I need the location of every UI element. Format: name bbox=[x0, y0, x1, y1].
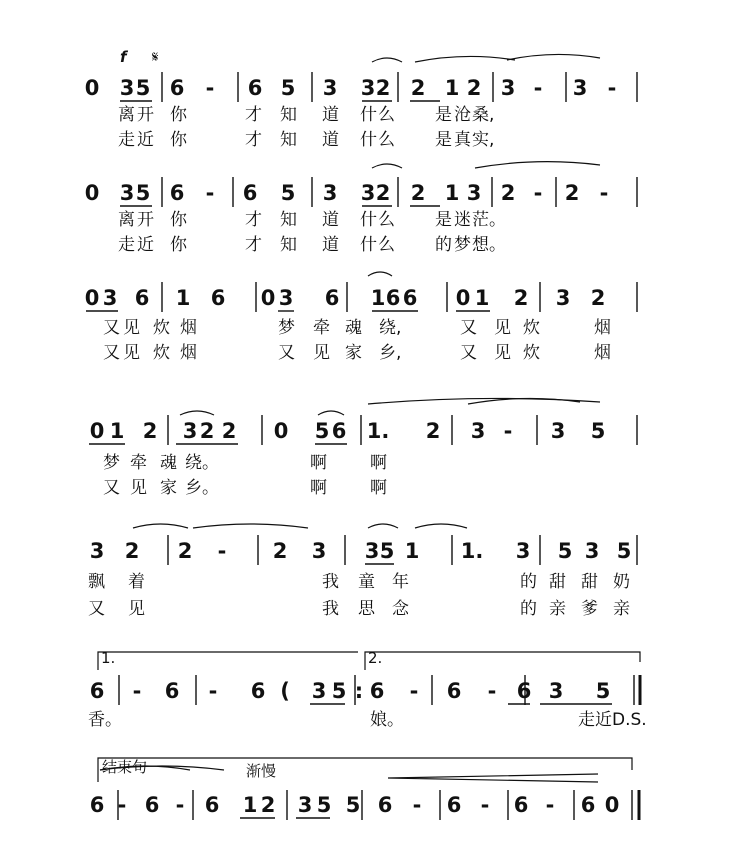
lyric-3-1-4: 啊 bbox=[310, 478, 327, 498]
lyric-5-0-0: 香。 bbox=[88, 710, 122, 730]
lyric-0-1-7: 么 bbox=[378, 130, 395, 150]
note-5-3: - bbox=[208, 679, 218, 703]
lyric-4-1-3: 思 bbox=[358, 599, 375, 619]
note-2-9: 6 bbox=[385, 286, 401, 310]
note-3-11: 3 bbox=[470, 419, 486, 443]
note-1-1: 3 bbox=[119, 181, 135, 205]
note-6-15: - bbox=[545, 793, 555, 817]
slur-4 bbox=[475, 162, 600, 168]
lyric-4-0-3: 童 bbox=[358, 572, 375, 592]
note-2-6: 3 bbox=[278, 286, 294, 310]
note-6-14: 6 bbox=[513, 793, 529, 817]
slur-3 bbox=[372, 164, 402, 168]
note-2-13: 2 bbox=[513, 286, 529, 310]
lyric-1-0-3: 才 bbox=[245, 210, 262, 230]
segno-symbol: 𝄋 bbox=[152, 48, 159, 66]
tempo-marking: 渐慢 bbox=[246, 762, 277, 780]
lyric-1-1-8: 的 bbox=[435, 235, 452, 255]
volta-1-label: 1. bbox=[101, 649, 116, 667]
lyric-1-0-0: 离 bbox=[118, 210, 135, 230]
lyric-2-0-0: 又 bbox=[103, 318, 120, 338]
lyric-0-1-8: 是 bbox=[435, 130, 452, 150]
note-6-6: 2 bbox=[260, 793, 276, 817]
slur-5 bbox=[368, 272, 392, 276]
lyric-3-0-5: 啊 bbox=[370, 453, 387, 473]
note-2-7: 6 bbox=[324, 286, 340, 310]
lyric-4-1-2: 我 bbox=[322, 599, 339, 619]
lyric-0-0-2: 你 bbox=[170, 105, 187, 125]
note-0-5: 6 bbox=[247, 76, 263, 100]
lyric-2-1-0: 又 bbox=[103, 343, 120, 363]
lyric-1-0-10: 茫。 bbox=[472, 210, 506, 230]
lyric-2-1-3: 烟 bbox=[180, 343, 197, 363]
lyric-0-0-10: 桑, bbox=[472, 105, 495, 125]
note-1-4: - bbox=[205, 181, 215, 205]
note-6-11: - bbox=[412, 793, 422, 817]
note-0-13: 3 bbox=[500, 76, 516, 100]
dynamic-forte-mark: f bbox=[120, 48, 127, 66]
note-2-11: 0 bbox=[455, 286, 471, 310]
note-0-16: - bbox=[607, 76, 617, 100]
note-5-0: 6 bbox=[89, 679, 105, 703]
note-5-6: 3 bbox=[311, 679, 327, 703]
note-0-0: 0 bbox=[84, 76, 100, 100]
lyric-1-0-6: 什 bbox=[360, 210, 377, 230]
note-3-7: 5 bbox=[314, 419, 330, 443]
note-3-8: 6 bbox=[331, 419, 347, 443]
slur-11 bbox=[193, 524, 308, 528]
note-6-4: 6 bbox=[204, 793, 220, 817]
lyric-2-1-6: 家 bbox=[345, 343, 362, 363]
lyric-2-0-5: 牵 bbox=[313, 318, 330, 338]
lyric-1-0-7: 么 bbox=[378, 210, 395, 230]
note-3-5: 2 bbox=[221, 419, 237, 443]
lyric-4-1-7: 爹 bbox=[581, 599, 598, 619]
lyric-4-1-5: 的 bbox=[520, 599, 537, 619]
lyric-1-1-10: 想。 bbox=[472, 235, 506, 255]
lyric-4-1-6: 亲 bbox=[549, 599, 566, 619]
note-6-17: 0 bbox=[604, 793, 620, 817]
note-4-9: 1. bbox=[460, 539, 484, 563]
slur-13 bbox=[415, 524, 467, 528]
lyric-4-1-0: 又 bbox=[88, 599, 105, 619]
volta-2-bracket bbox=[365, 652, 640, 670]
note-3-10: 2 bbox=[425, 419, 441, 443]
note-5-1: - bbox=[132, 679, 142, 703]
lyric-3-1-0: 又 bbox=[103, 478, 120, 498]
lyric-0-0-5: 道 bbox=[322, 105, 339, 125]
lyric-4-0-1: 着 bbox=[128, 572, 145, 592]
note-5-13: 6 bbox=[516, 679, 532, 703]
lyric-2-0-7: 绕, bbox=[379, 318, 402, 338]
note-0-1: 3 bbox=[119, 76, 135, 100]
lyric-2-1-10: 炊 bbox=[523, 343, 540, 363]
note-3-14: 5 bbox=[590, 419, 606, 443]
note-4-0: 3 bbox=[89, 539, 105, 563]
lyric-3-1-1: 见 bbox=[130, 478, 147, 498]
note-0-10: 2 bbox=[410, 76, 426, 100]
note-1-8: 3 bbox=[360, 181, 376, 205]
lyric-2-1-1: 见 bbox=[123, 343, 140, 363]
note-3-9: 1. bbox=[366, 419, 390, 443]
note-3-6: 0 bbox=[273, 419, 289, 443]
slur-10 bbox=[133, 524, 188, 528]
note-6-2: 6 bbox=[144, 793, 160, 817]
note-3-0: 0 bbox=[89, 419, 105, 443]
note-5-8: : bbox=[354, 679, 364, 703]
lyric-1-0-4: 知 bbox=[280, 210, 297, 230]
note-4-3: - bbox=[217, 539, 227, 563]
note-1-9: 2 bbox=[375, 181, 391, 205]
lyric-0-0-9: 沧 bbox=[454, 105, 471, 125]
note-1-14: - bbox=[533, 181, 543, 205]
note-5-10: - bbox=[409, 679, 419, 703]
lyric-2-1-2: 炊 bbox=[153, 343, 170, 363]
note-6-7: 3 bbox=[297, 793, 313, 817]
lyric-1-0-5: 道 bbox=[322, 210, 339, 230]
note-1-0: 0 bbox=[84, 181, 100, 205]
lyric-3-0-1: 牵 bbox=[130, 453, 147, 473]
note-0-9: 2 bbox=[375, 76, 391, 100]
lyric-3-1-5: 啊 bbox=[370, 478, 387, 498]
lyric-1-0-1: 开 bbox=[137, 210, 154, 230]
lyric-0-1-2: 你 bbox=[170, 130, 187, 150]
note-2-8: 1 bbox=[370, 286, 386, 310]
note-2-10: 6 bbox=[402, 286, 418, 310]
lyric-0-0-1: 开 bbox=[137, 105, 154, 125]
lyric-2-0-10: 炊 bbox=[523, 318, 540, 338]
note-5-5: ( bbox=[280, 679, 290, 703]
lyric-3-1-2: 家 bbox=[160, 478, 177, 498]
lyric-3-0-4: 啊 bbox=[310, 453, 327, 473]
slur-2 bbox=[507, 54, 600, 60]
note-4-1: 2 bbox=[124, 539, 140, 563]
lyric-0-0-6: 什 bbox=[360, 105, 377, 125]
slur-0 bbox=[372, 58, 402, 62]
slur-7 bbox=[318, 411, 344, 415]
lyric-3-1-3: 乡。 bbox=[185, 478, 219, 498]
volta-2-label: 2. bbox=[368, 649, 383, 667]
lyric-1-1-0: 走 bbox=[118, 235, 135, 255]
lyric-1-1-5: 道 bbox=[322, 235, 339, 255]
note-6-8: 5 bbox=[316, 793, 332, 817]
note-0-8: 3 bbox=[360, 76, 376, 100]
note-2-1: 3 bbox=[102, 286, 118, 310]
lyric-1-1-6: 什 bbox=[360, 235, 377, 255]
lyric-0-1-1: 近 bbox=[137, 130, 154, 150]
lyric-2-1-9: 见 bbox=[494, 343, 511, 363]
note-4-10: 3 bbox=[515, 539, 531, 563]
note-2-14: 3 bbox=[555, 286, 571, 310]
lyric-2-1-7: 乡, bbox=[379, 343, 402, 363]
marks-layer bbox=[101, 48, 382, 780]
lyric-4-1-1: 见 bbox=[128, 599, 145, 619]
note-2-12: 1 bbox=[474, 286, 490, 310]
lyric-1-0-8: 是 bbox=[435, 210, 452, 230]
lyric-2-0-3: 烟 bbox=[180, 318, 197, 338]
lyric-0-1-9: 真 bbox=[454, 130, 471, 150]
note-0-12: 2 bbox=[466, 76, 482, 100]
lyric-0-0-3: 才 bbox=[245, 105, 262, 125]
note-0-6: 5 bbox=[280, 76, 296, 100]
volta-1-bracket bbox=[98, 652, 358, 670]
note-4-12: 3 bbox=[584, 539, 600, 563]
lyric-2-0-11: 烟 bbox=[594, 318, 611, 338]
note-5-2: 6 bbox=[164, 679, 180, 703]
note-4-4: 2 bbox=[272, 539, 288, 563]
lyric-1-0-9: 迷 bbox=[454, 210, 471, 230]
lyric-2-1-8: 又 bbox=[460, 343, 477, 363]
lyric-0-1-10: 实, bbox=[472, 130, 495, 150]
note-2-15: 2 bbox=[590, 286, 606, 310]
ending-label: 结束句 bbox=[102, 758, 148, 776]
lyric-2-0-9: 见 bbox=[494, 318, 511, 338]
lyric-5-0-1: 娘。 bbox=[370, 710, 404, 730]
note-1-7: 3 bbox=[322, 181, 338, 205]
lyric-4-0-2: 我 bbox=[322, 572, 339, 592]
note-5-9: 6 bbox=[369, 679, 385, 703]
note-1-10: 2 bbox=[410, 181, 426, 205]
note-3-2: 2 bbox=[142, 419, 158, 443]
lyric-2-1-4: 又 bbox=[278, 343, 295, 363]
note-2-3: 1 bbox=[175, 286, 191, 310]
note-5-4: 6 bbox=[250, 679, 266, 703]
note-4-8: 1 bbox=[404, 539, 420, 563]
lyric-1-1-1: 近 bbox=[137, 235, 154, 255]
note-6-1: - bbox=[117, 793, 127, 817]
lyric-4-0-5: 的 bbox=[520, 572, 537, 592]
lyric-1-1-3: 才 bbox=[245, 235, 262, 255]
note-3-3: 3 bbox=[182, 419, 198, 443]
note-6-16: 6 bbox=[580, 793, 596, 817]
lyric-4-1-8: 亲 bbox=[613, 599, 630, 619]
slur-6 bbox=[180, 411, 214, 415]
note-3-1: 1 bbox=[109, 419, 125, 443]
lyric-0-1-5: 道 bbox=[322, 130, 339, 150]
lyric-2-1-5: 见 bbox=[313, 343, 330, 363]
note-1-3: 6 bbox=[169, 181, 185, 205]
note-5-12: - bbox=[487, 679, 497, 703]
note-1-16: - bbox=[599, 181, 609, 205]
lyric-3-0-0: 梦 bbox=[103, 453, 120, 473]
lyric-2-1-11: 烟 bbox=[594, 343, 611, 363]
note-4-13: 5 bbox=[616, 539, 632, 563]
ending-bracket bbox=[98, 758, 632, 782]
lyric-4-0-8: 奶 bbox=[613, 572, 630, 592]
note-2-5: 0 bbox=[260, 286, 276, 310]
note-4-5: 3 bbox=[311, 539, 327, 563]
note-5-15: 5 bbox=[595, 679, 611, 703]
lyric-1-1-7: 么 bbox=[378, 235, 395, 255]
slur-1 bbox=[415, 56, 515, 62]
lyric-5-0-2: 走近D.S. bbox=[578, 710, 647, 730]
lyric-0-0-4: 知 bbox=[280, 105, 297, 125]
lyric-0-1-4: 知 bbox=[280, 130, 297, 150]
note-4-11: 5 bbox=[557, 539, 573, 563]
lyric-4-0-0: 飘 bbox=[88, 572, 105, 592]
note-1-15: 2 bbox=[564, 181, 580, 205]
note-1-6: 5 bbox=[280, 181, 296, 205]
note-0-2: 5 bbox=[135, 76, 151, 100]
lyric-1-1-9: 梦 bbox=[454, 235, 471, 255]
note-6-3: - bbox=[175, 793, 185, 817]
note-6-9: 5 bbox=[345, 793, 361, 817]
note-4-2: 2 bbox=[177, 539, 193, 563]
lyric-2-0-6: 魂 bbox=[345, 318, 362, 338]
note-0-7: 3 bbox=[322, 76, 338, 100]
lyric-0-0-0: 离 bbox=[118, 105, 135, 125]
note-0-3: 6 bbox=[169, 76, 185, 100]
lyric-1-1-4: 知 bbox=[280, 235, 297, 255]
lyric-2-0-2: 炊 bbox=[153, 318, 170, 338]
lyric-1-1-2: 你 bbox=[170, 235, 187, 255]
lyric-4-0-6: 甜 bbox=[549, 572, 566, 592]
slur-12 bbox=[368, 524, 398, 528]
note-2-4: 6 bbox=[210, 286, 226, 310]
note-1-11: 1 bbox=[444, 181, 460, 205]
note-5-14: 3 bbox=[548, 679, 564, 703]
note-2-2: 6 bbox=[134, 286, 150, 310]
note-1-13: 2 bbox=[500, 181, 516, 205]
note-6-0: 6 bbox=[89, 793, 105, 817]
lyric-0-1-3: 才 bbox=[245, 130, 262, 150]
note-1-12: 3 bbox=[466, 181, 482, 205]
note-6-10: 6 bbox=[377, 793, 393, 817]
lyric-0-1-0: 走 bbox=[118, 130, 135, 150]
note-1-2: 5 bbox=[135, 181, 151, 205]
lyric-2-0-8: 又 bbox=[460, 318, 477, 338]
note-0-15: 3 bbox=[572, 76, 588, 100]
notes-layer bbox=[85, 76, 632, 817]
note-0-4: - bbox=[205, 76, 215, 100]
note-0-11: 1 bbox=[444, 76, 460, 100]
lyric-4-0-7: 甜 bbox=[581, 572, 598, 592]
lyric-4-1-4: 念 bbox=[392, 599, 409, 619]
note-6-13: - bbox=[480, 793, 490, 817]
lyric-3-0-3: 绕。 bbox=[185, 453, 219, 473]
note-1-5: 6 bbox=[242, 181, 258, 205]
lyric-0-0-7: 么 bbox=[378, 105, 395, 125]
note-4-7: 5 bbox=[379, 539, 395, 563]
note-6-5: 1 bbox=[242, 793, 258, 817]
lyric-4-0-4: 年 bbox=[392, 572, 409, 592]
note-3-12: - bbox=[503, 419, 513, 443]
lyric-0-1-6: 什 bbox=[360, 130, 377, 150]
lyric-1-0-2: 你 bbox=[170, 210, 187, 230]
lyric-0-0-8: 是 bbox=[435, 105, 452, 125]
note-2-0: 0 bbox=[84, 286, 100, 310]
note-5-7: 5 bbox=[331, 679, 347, 703]
ritardando-hairpin bbox=[388, 774, 598, 782]
note-6-12: 6 bbox=[446, 793, 462, 817]
note-3-13: 3 bbox=[550, 419, 566, 443]
lyric-3-0-2: 魂 bbox=[160, 453, 177, 473]
note-5-11: 6 bbox=[446, 679, 462, 703]
note-3-4: 2 bbox=[199, 419, 215, 443]
note-0-14: - bbox=[533, 76, 543, 100]
lyric-2-0-1: 见 bbox=[123, 318, 140, 338]
lyric-2-0-4: 梦 bbox=[278, 318, 295, 338]
note-4-6: 3 bbox=[364, 539, 380, 563]
